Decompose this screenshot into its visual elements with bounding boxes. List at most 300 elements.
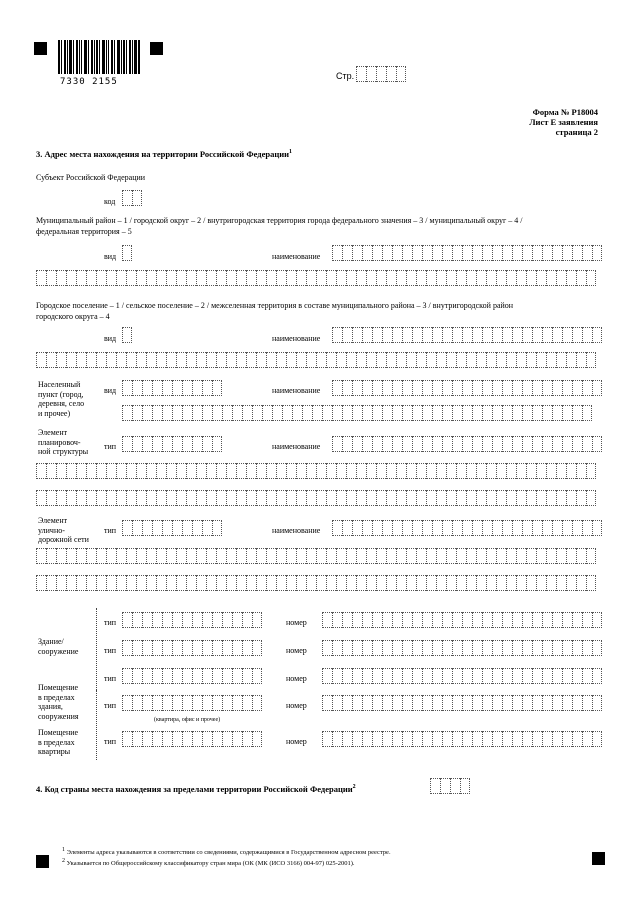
input-cell[interactable] <box>162 695 172 711</box>
input-cell[interactable] <box>432 612 442 628</box>
input-cell[interactable] <box>396 575 406 591</box>
input-cell[interactable] <box>382 640 392 656</box>
input-cell[interactable] <box>136 548 146 564</box>
input-cell[interactable] <box>132 612 142 628</box>
input-cell[interactable] <box>96 548 106 564</box>
input-cell[interactable] <box>96 463 106 479</box>
input-cell[interactable] <box>362 695 372 711</box>
input-cell[interactable] <box>196 270 206 286</box>
input-cell[interactable] <box>430 778 440 794</box>
input-cell[interactable] <box>562 695 572 711</box>
input-cell[interactable] <box>492 640 502 656</box>
input-cell[interactable] <box>502 327 512 343</box>
input-cell[interactable] <box>536 490 546 506</box>
input-cell[interactable] <box>242 612 252 628</box>
input-cell[interactable] <box>512 612 522 628</box>
input-cell[interactable] <box>132 405 142 421</box>
input-cell[interactable] <box>132 190 142 206</box>
input-cell[interactable] <box>212 640 222 656</box>
input-cell[interactable] <box>286 270 296 286</box>
input-cell[interactable] <box>412 436 422 452</box>
input-cell[interactable] <box>152 436 162 452</box>
input-cell[interactable] <box>552 327 562 343</box>
input-cell[interactable] <box>316 548 326 564</box>
input-cell[interactable] <box>582 436 592 452</box>
input-cell[interactable] <box>422 668 432 684</box>
input-cell[interactable] <box>172 380 182 396</box>
input-cell[interactable] <box>576 548 586 564</box>
input-cell[interactable] <box>406 352 416 368</box>
input-cell[interactable] <box>556 548 566 564</box>
input-cell[interactable] <box>482 668 492 684</box>
input-cell[interactable] <box>562 668 572 684</box>
input-cell[interactable] <box>542 436 552 452</box>
input-cell[interactable] <box>392 405 402 421</box>
input-cell[interactable] <box>276 352 286 368</box>
input-cell[interactable] <box>242 731 252 747</box>
input-cell[interactable] <box>202 436 212 452</box>
input-cell[interactable] <box>442 640 452 656</box>
input-cell[interactable] <box>326 575 336 591</box>
input-cell[interactable] <box>162 436 172 452</box>
input-cell[interactable] <box>152 668 162 684</box>
input-cell[interactable] <box>466 548 476 564</box>
input-cell[interactable] <box>206 270 216 286</box>
input-cell[interactable] <box>532 731 542 747</box>
input-cell[interactable] <box>256 490 266 506</box>
input-cell[interactable] <box>336 575 346 591</box>
planning-name-field-2[interactable] <box>36 463 596 480</box>
input-cell[interactable] <box>366 575 376 591</box>
input-cell[interactable] <box>386 490 396 506</box>
input-cell[interactable] <box>462 668 472 684</box>
input-cell[interactable] <box>306 352 316 368</box>
input-cell[interactable] <box>376 575 386 591</box>
input-cell[interactable] <box>512 327 522 343</box>
input-cell[interactable] <box>172 640 182 656</box>
input-cell[interactable] <box>532 668 542 684</box>
input-cell[interactable] <box>46 270 56 286</box>
input-cell[interactable] <box>412 405 422 421</box>
input-cell[interactable] <box>66 575 76 591</box>
input-cell[interactable] <box>146 490 156 506</box>
input-cell[interactable] <box>342 245 352 261</box>
input-cell[interactable] <box>176 270 186 286</box>
input-cell[interactable] <box>586 490 596 506</box>
input-cell[interactable] <box>592 640 602 656</box>
input-cell[interactable] <box>386 548 396 564</box>
input-cell[interactable] <box>156 575 166 591</box>
input-cell[interactable] <box>436 270 446 286</box>
input-cell[interactable] <box>212 520 222 536</box>
input-cell[interactable] <box>392 436 402 452</box>
input-cell[interactable] <box>532 612 542 628</box>
input-cell[interactable] <box>356 270 366 286</box>
input-cell[interactable] <box>382 612 392 628</box>
input-cell[interactable] <box>336 352 346 368</box>
input-cell[interactable] <box>412 327 422 343</box>
input-cell[interactable] <box>456 352 466 368</box>
input-cell[interactable] <box>482 695 492 711</box>
input-cell[interactable] <box>76 490 86 506</box>
input-cell[interactable] <box>372 640 382 656</box>
input-cell[interactable] <box>396 270 406 286</box>
input-cell[interactable] <box>382 731 392 747</box>
input-cell[interactable] <box>332 731 342 747</box>
input-cell[interactable] <box>332 668 342 684</box>
input-cell[interactable] <box>346 270 356 286</box>
input-cell[interactable] <box>382 245 392 261</box>
input-cell[interactable] <box>376 490 386 506</box>
input-cell[interactable] <box>96 490 106 506</box>
input-cell[interactable] <box>382 668 392 684</box>
input-cell[interactable] <box>132 520 142 536</box>
input-cell[interactable] <box>252 668 262 684</box>
input-cell[interactable] <box>376 66 386 82</box>
input-cell[interactable] <box>592 612 602 628</box>
input-cell[interactable] <box>582 612 592 628</box>
input-cell[interactable] <box>512 731 522 747</box>
input-cell[interactable] <box>176 548 186 564</box>
input-cell[interactable] <box>126 352 136 368</box>
input-cell[interactable] <box>566 463 576 479</box>
input-cell[interactable] <box>522 520 532 536</box>
input-cell[interactable] <box>566 352 576 368</box>
input-cell[interactable] <box>286 490 296 506</box>
input-cell[interactable] <box>566 270 576 286</box>
input-cell[interactable] <box>422 520 432 536</box>
input-cell[interactable] <box>562 731 572 747</box>
input-cell[interactable] <box>332 405 342 421</box>
input-cell[interactable] <box>382 405 392 421</box>
input-cell[interactable] <box>176 490 186 506</box>
input-cell[interactable] <box>546 548 556 564</box>
input-cell[interactable] <box>216 463 226 479</box>
input-cell[interactable] <box>442 612 452 628</box>
building-type-field-3[interactable] <box>122 668 262 685</box>
input-cell[interactable] <box>56 575 66 591</box>
input-cell[interactable] <box>336 548 346 564</box>
input-cell[interactable] <box>476 548 486 564</box>
input-cell[interactable] <box>396 490 406 506</box>
input-cell[interactable] <box>56 270 66 286</box>
input-cell[interactable] <box>206 548 216 564</box>
input-cell[interactable] <box>476 270 486 286</box>
input-cell[interactable] <box>296 352 306 368</box>
input-cell[interactable] <box>162 612 172 628</box>
input-cell[interactable] <box>362 640 372 656</box>
input-cell[interactable] <box>182 640 192 656</box>
input-cell[interactable] <box>542 612 552 628</box>
input-cell[interactable] <box>426 463 436 479</box>
input-cell[interactable] <box>582 668 592 684</box>
input-cell[interactable] <box>176 352 186 368</box>
input-cell[interactable] <box>526 548 536 564</box>
input-cell[interactable] <box>546 352 556 368</box>
input-cell[interactable] <box>522 327 532 343</box>
input-cell[interactable] <box>506 463 516 479</box>
input-cell[interactable] <box>486 575 496 591</box>
input-cell[interactable] <box>472 405 482 421</box>
input-cell[interactable] <box>86 352 96 368</box>
input-cell[interactable] <box>492 668 502 684</box>
input-cell[interactable] <box>526 490 536 506</box>
input-cell[interactable] <box>152 695 162 711</box>
input-cell[interactable] <box>482 405 492 421</box>
input-cell[interactable] <box>526 575 536 591</box>
input-cell[interactable] <box>462 380 472 396</box>
input-cell[interactable] <box>216 548 226 564</box>
input-cell[interactable] <box>126 490 136 506</box>
input-cell[interactable] <box>326 548 336 564</box>
input-cell[interactable] <box>142 668 152 684</box>
input-cell[interactable] <box>192 405 202 421</box>
input-cell[interactable] <box>246 270 256 286</box>
input-cell[interactable] <box>316 270 326 286</box>
input-cell[interactable] <box>186 490 196 506</box>
input-cell[interactable] <box>392 245 402 261</box>
input-cell[interactable] <box>286 463 296 479</box>
input-cell[interactable] <box>352 405 362 421</box>
input-cell[interactable] <box>396 548 406 564</box>
input-cell[interactable] <box>576 575 586 591</box>
planning-type-field[interactable] <box>122 436 222 453</box>
input-cell[interactable] <box>146 575 156 591</box>
input-cell[interactable] <box>422 380 432 396</box>
input-cell[interactable] <box>172 731 182 747</box>
input-cell[interactable] <box>446 575 456 591</box>
input-cell[interactable] <box>246 490 256 506</box>
input-cell[interactable] <box>182 695 192 711</box>
input-cell[interactable] <box>442 520 452 536</box>
input-cell[interactable] <box>96 575 106 591</box>
input-cell[interactable] <box>286 575 296 591</box>
input-cell[interactable] <box>386 575 396 591</box>
input-cell[interactable] <box>122 695 132 711</box>
input-cell[interactable] <box>572 436 582 452</box>
input-cell[interactable] <box>172 612 182 628</box>
input-cell[interactable] <box>466 575 476 591</box>
input-cell[interactable] <box>122 520 132 536</box>
input-cell[interactable] <box>352 245 362 261</box>
input-cell[interactable] <box>352 436 362 452</box>
input-cell[interactable] <box>426 270 436 286</box>
input-cell[interactable] <box>106 548 116 564</box>
input-cell[interactable] <box>372 327 382 343</box>
input-cell[interactable] <box>142 436 152 452</box>
input-cell[interactable] <box>326 352 336 368</box>
input-cell[interactable] <box>306 548 316 564</box>
locality-kind-field[interactable] <box>122 380 222 397</box>
input-cell[interactable] <box>502 405 512 421</box>
input-cell[interactable] <box>496 575 506 591</box>
input-cell[interactable] <box>176 575 186 591</box>
page-number-cells[interactable] <box>356 66 406 83</box>
input-cell[interactable] <box>252 405 262 421</box>
input-cell[interactable] <box>562 520 572 536</box>
input-cell[interactable] <box>96 352 106 368</box>
input-cell[interactable] <box>202 731 212 747</box>
input-cell[interactable] <box>372 695 382 711</box>
input-cell[interactable] <box>472 731 482 747</box>
input-cell[interactable] <box>466 463 476 479</box>
input-cell[interactable] <box>432 245 442 261</box>
input-cell[interactable] <box>456 575 466 591</box>
input-cell[interactable] <box>236 270 246 286</box>
input-cell[interactable] <box>522 380 532 396</box>
input-cell[interactable] <box>56 490 66 506</box>
input-cell[interactable] <box>492 436 502 452</box>
input-cell[interactable] <box>482 327 492 343</box>
input-cell[interactable] <box>492 520 502 536</box>
input-cell[interactable] <box>362 245 372 261</box>
input-cell[interactable] <box>162 640 172 656</box>
apartment-premises-type-field[interactable] <box>122 731 262 748</box>
input-cell[interactable] <box>236 548 246 564</box>
input-cell[interactable] <box>472 668 482 684</box>
input-cell[interactable] <box>232 640 242 656</box>
planning-name-field-3[interactable] <box>36 490 596 507</box>
input-cell[interactable] <box>272 405 282 421</box>
input-cell[interactable] <box>236 352 246 368</box>
input-cell[interactable] <box>496 548 506 564</box>
input-cell[interactable] <box>402 436 412 452</box>
input-cell[interactable] <box>556 490 566 506</box>
input-cell[interactable] <box>182 668 192 684</box>
input-cell[interactable] <box>462 405 472 421</box>
input-cell[interactable] <box>472 380 482 396</box>
input-cell[interactable] <box>572 668 582 684</box>
input-cell[interactable] <box>86 490 96 506</box>
input-cell[interactable] <box>306 463 316 479</box>
input-cell[interactable] <box>442 405 452 421</box>
input-cell[interactable] <box>362 731 372 747</box>
input-cell[interactable] <box>522 731 532 747</box>
input-cell[interactable] <box>552 405 562 421</box>
apartment-premises-number-field[interactable] <box>322 731 602 748</box>
input-cell[interactable] <box>436 575 446 591</box>
input-cell[interactable] <box>296 575 306 591</box>
input-cell[interactable] <box>296 270 306 286</box>
input-cell[interactable] <box>542 640 552 656</box>
input-cell[interactable] <box>476 463 486 479</box>
input-cell[interactable] <box>182 520 192 536</box>
input-cell[interactable] <box>502 245 512 261</box>
input-cell[interactable] <box>576 463 586 479</box>
input-cell[interactable] <box>396 352 406 368</box>
input-cell[interactable] <box>476 575 486 591</box>
input-cell[interactable] <box>366 352 376 368</box>
input-cell[interactable] <box>156 270 166 286</box>
input-cell[interactable] <box>246 352 256 368</box>
input-cell[interactable] <box>492 327 502 343</box>
input-cell[interactable] <box>502 612 512 628</box>
input-cell[interactable] <box>256 575 266 591</box>
input-cell[interactable] <box>462 640 472 656</box>
input-cell[interactable] <box>426 490 436 506</box>
input-cell[interactable] <box>362 327 372 343</box>
input-cell[interactable] <box>106 352 116 368</box>
input-cell[interactable] <box>452 436 462 452</box>
input-cell[interactable] <box>572 327 582 343</box>
input-cell[interactable] <box>392 731 402 747</box>
input-cell[interactable] <box>76 270 86 286</box>
input-cell[interactable] <box>342 640 352 656</box>
input-cell[interactable] <box>142 640 152 656</box>
input-cell[interactable] <box>146 463 156 479</box>
input-cell[interactable] <box>122 668 132 684</box>
input-cell[interactable] <box>432 380 442 396</box>
input-cell[interactable] <box>212 405 222 421</box>
input-cell[interactable] <box>582 245 592 261</box>
input-cell[interactable] <box>586 575 596 591</box>
input-cell[interactable] <box>242 695 252 711</box>
input-cell[interactable] <box>342 668 352 684</box>
input-cell[interactable] <box>466 270 476 286</box>
input-cell[interactable] <box>152 731 162 747</box>
input-cell[interactable] <box>442 245 452 261</box>
input-cell[interactable] <box>166 352 176 368</box>
input-cell[interactable] <box>122 612 132 628</box>
input-cell[interactable] <box>206 463 216 479</box>
input-cell[interactable] <box>562 245 572 261</box>
input-cell[interactable] <box>442 380 452 396</box>
input-cell[interactable] <box>276 463 286 479</box>
input-cell[interactable] <box>416 270 426 286</box>
input-cell[interactable] <box>136 352 146 368</box>
building-number-field-2[interactable] <box>322 640 602 657</box>
input-cell[interactable] <box>526 352 536 368</box>
input-cell[interactable] <box>422 640 432 656</box>
input-cell[interactable] <box>206 490 216 506</box>
input-cell[interactable] <box>392 640 402 656</box>
locality-name-field-1[interactable] <box>332 380 602 397</box>
input-cell[interactable] <box>542 327 552 343</box>
input-cell[interactable] <box>472 436 482 452</box>
input-cell[interactable] <box>376 548 386 564</box>
subject-code-field[interactable] <box>122 190 142 207</box>
input-cell[interactable] <box>506 548 516 564</box>
input-cell[interactable] <box>76 548 86 564</box>
input-cell[interactable] <box>132 695 142 711</box>
input-cell[interactable] <box>402 327 412 343</box>
input-cell[interactable] <box>482 731 492 747</box>
input-cell[interactable] <box>392 327 402 343</box>
input-cell[interactable] <box>196 463 206 479</box>
input-cell[interactable] <box>316 352 326 368</box>
input-cell[interactable] <box>162 731 172 747</box>
input-cell[interactable] <box>476 352 486 368</box>
input-cell[interactable] <box>66 463 76 479</box>
input-cell[interactable] <box>552 668 562 684</box>
input-cell[interactable] <box>446 463 456 479</box>
input-cell[interactable] <box>122 731 132 747</box>
input-cell[interactable] <box>542 668 552 684</box>
input-cell[interactable] <box>562 405 572 421</box>
input-cell[interactable] <box>172 405 182 421</box>
input-cell[interactable] <box>402 405 412 421</box>
input-cell[interactable] <box>486 352 496 368</box>
input-cell[interactable] <box>592 380 602 396</box>
input-cell[interactable] <box>576 270 586 286</box>
input-cell[interactable] <box>142 612 152 628</box>
input-cell[interactable] <box>532 405 542 421</box>
input-cell[interactable] <box>352 327 362 343</box>
input-cell[interactable] <box>352 612 362 628</box>
input-cell[interactable] <box>186 352 196 368</box>
input-cell[interactable] <box>212 380 222 396</box>
input-cell[interactable] <box>316 463 326 479</box>
